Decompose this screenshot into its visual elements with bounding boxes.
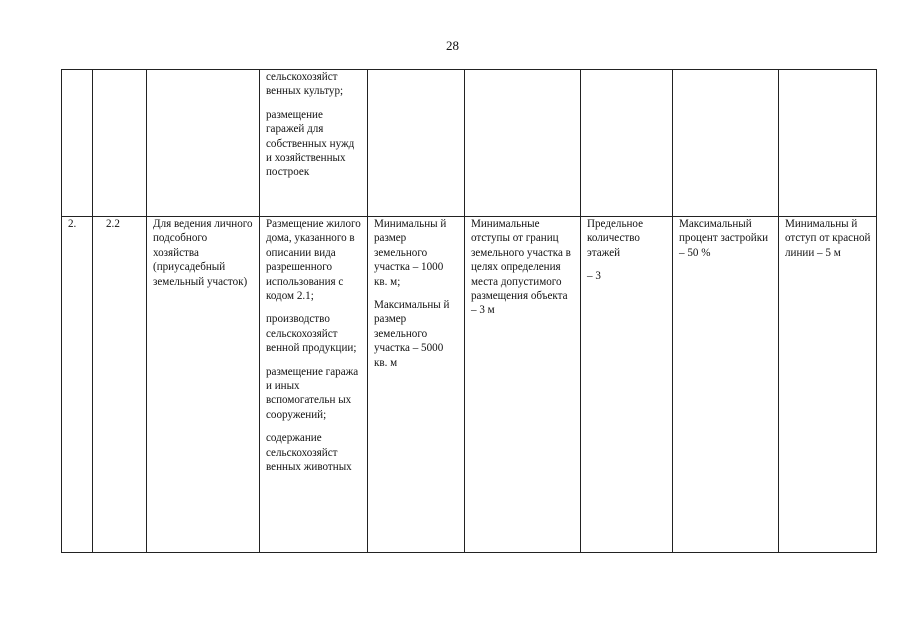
use-kind-line: размещение гаражей для собственных нужд и хозяйственных построек: [266, 108, 355, 179]
use-kind-line: производство сельскохозяйст венной продукции;: [266, 313, 357, 355]
cell-number: 2.: [62, 217, 93, 553]
regulations-table: [61, 69, 877, 553]
cell-use-kind: [260, 70, 368, 217]
use-kind-line: содержание сельскохозяйст венных животных: [266, 432, 352, 474]
cell-number-empty: [62, 70, 93, 217]
use-kind-line: сельскохозяйст венных культур;: [266, 71, 344, 98]
cell-use-kind: [260, 217, 368, 553]
cell-coverage-empty: [673, 70, 779, 217]
table-row-continuation: [62, 70, 877, 217]
cell-code: 2.2: [93, 217, 147, 553]
cell-floors-empty: [581, 70, 673, 217]
cell-setbacks-empty: [465, 70, 581, 217]
use-kind-line: Размещение жилого дома, указанного в описании вида разрешенного использования с кодом 2.1;: [266, 218, 361, 303]
table-row-main: [62, 217, 877, 553]
plot-size-max: Максимальны й размер земельного участка – 5000 кв. м: [374, 299, 450, 369]
plot-size-min: Минимальны й размер земельного участка – 1000 кв. м;: [374, 218, 447, 288]
use-kind-line: размещение гаража и иных вспомогательн ых сооружений;: [266, 365, 359, 421]
cell-name: Для ведения личного подсобного хозяйства (приусадебный земельный участок): [147, 217, 260, 553]
cell-name-empty: [147, 70, 260, 217]
floors-value: – 3: [587, 270, 601, 283]
cell-red-line-empty: [779, 70, 877, 217]
cell-plot-size-empty: [368, 70, 465, 217]
floors-label: Предельное количество этажей: [587, 218, 644, 259]
cell-coverage: Максимальный процент застройки – 50 %: [673, 217, 779, 553]
cell-floors: [581, 217, 673, 553]
cell-plot-size: [368, 217, 465, 553]
cell-setbacks: Минимальные отступы от границ земельного участка в целях определения места допустимого размещения объекта – 3 м: [465, 217, 581, 553]
page-number: 28: [446, 38, 459, 53]
cell-code-empty: [93, 70, 147, 217]
cell-red-line: Минимальны й отступ от красной линии – 5 м: [779, 217, 877, 553]
